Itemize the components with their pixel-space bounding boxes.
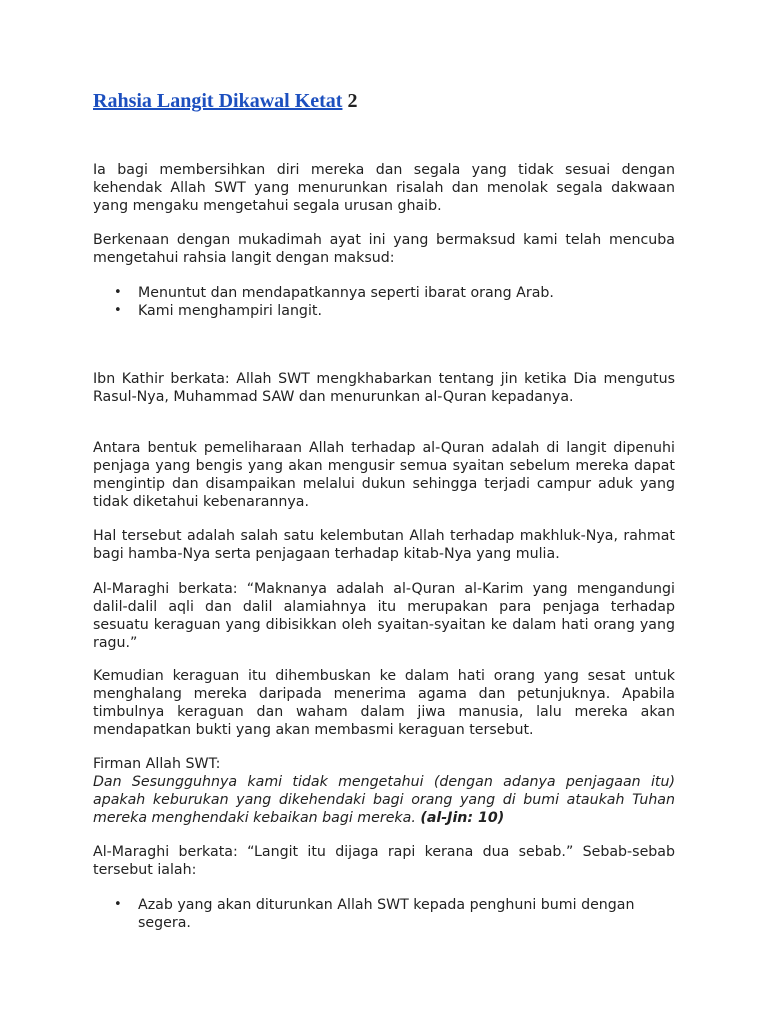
list-item [93,284,675,302]
list-item [93,302,675,320]
paragraph-text: Al-Maraghi berkata: “Langit itu dijaga rapi kerana dua sebab.” Sebab-sebab tersebut ialah: [93,844,675,878]
quote-text: Dan Sesungguhnya kami tidak mengetahui (dengan adanya penjagaan itu) apakah keburukan yang dikehendaki bagi orang yang di bumi ataukah Tuhan mereka menghendaki kebaikan bagi mereka. [93,774,675,826]
bullet-icon: • [114,285,122,300]
quran-quote [93,773,675,827]
paragraph-1 [93,161,675,215]
article-title-number: 2 [347,90,358,112]
list-item [93,896,675,932]
quote-intro: Firman Allah SWT: [93,756,221,772]
bullet-list-1 [93,284,675,320]
bullet-list-2 [93,896,675,932]
paragraph-2 [93,231,675,267]
paragraph-7 [93,667,675,739]
bullet-icon: • [114,303,122,318]
paragraph-text: Al-Maraghi berkata: “Maknanya adalah al-Quran al-Karim yang mengandungi dalil-dalil aqli dan dalil alamiahnya itu merupakan para penjaga terhadap sesuatu keraguan yang dibisikkan oleh syaitan-syaitan ke dalam hati orang yang ragu.” [93,581,675,651]
article-title-link[interactable]: Rahsia Langit Dikawal Ketat [93,90,343,112]
paragraph-5 [93,527,675,563]
article-title [93,88,357,114]
paragraph-text: Antara bentuk pemeliharaan Allah terhadap al-Quran adalah di langit dipenuhi penjaga yang bengis yang akan mengusir semua syaitan sebelum mereka dapat mengintip dan disampaikan melalui dukun sehingga terjadi campur aduk yang tidak diketahui kebenarannya. [93,440,675,510]
paragraph-text: Ia bagi membersihkan diri mereka dan segala yang tidak sesuai dengan kehendak Allah SWT yang menurunkan risalah dan menolak segala dakwaan yang mengaku mengetahui segala urusan ghaib. [93,162,675,214]
list-item-text: Menuntut dan mendapatkannya seperti ibarat orang Arab. [138,285,554,301]
list-item-text: Kami menghampiri langit. [138,303,322,319]
quote-reference: (al-Jin: 10) [420,810,505,826]
paragraph-text: Hal tersebut adalah salah satu kelembutan Allah terhadap makhluk-Nya, rahmat bagi hamba-Nya serta penjagaan terhadap kitab-Nya yang mulia. [93,528,675,562]
paragraph-9 [93,843,675,879]
paragraph-8-quote [93,755,675,827]
paragraph-text: Ibn Kathir berkata: Allah SWT mengkhabarkan tentang jin ketika Dia mengutus Rasul-Nya, Muhammad SAW dan menurunkan al-Quran kepadanya. [93,371,675,405]
bullet-icon: • [114,897,122,912]
paragraph-6 [93,580,675,652]
paragraph-text: Kemudian keraguan itu dihembuskan ke dalam hati orang yang sesat untuk menghalang mereka daripada menerima agama dan petunjuknya. Apabila timbulnya keraguan dan waham dalam jiwa manusia, lalu mereka akan mendapatkan bukti yang akan membasmi keraguan tersebut. [93,668,675,738]
paragraph-text: Berkenaan dengan mukadimah ayat ini yang bermaksud kami telah mencuba mengetahui rahsia langit dengan maksud: [93,232,675,266]
paragraph-3 [93,370,675,406]
list-item-text: Azab yang akan diturunkan Allah SWT kepada penghuni bumi dengan segera. [138,897,635,931]
paragraph-4 [93,439,675,511]
